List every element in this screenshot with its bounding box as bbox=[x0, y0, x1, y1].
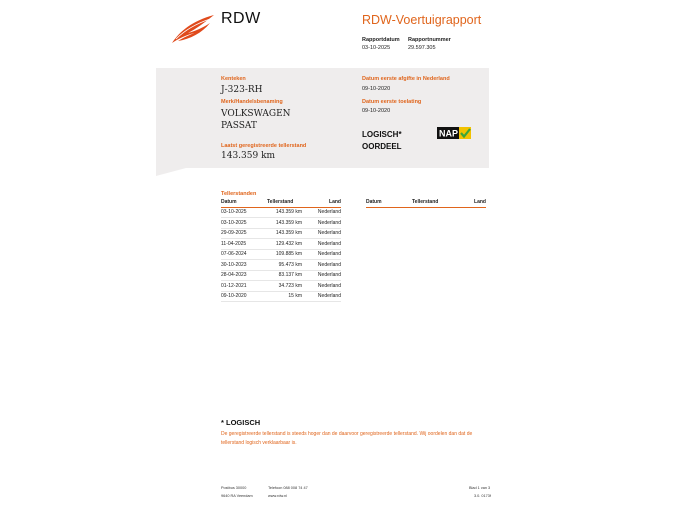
row-land: Nederland bbox=[302, 218, 341, 229]
col-date: Datum bbox=[366, 199, 412, 207]
first-admission-label: Datum eerste toelating bbox=[362, 99, 422, 105]
row-date: 07-06-2024 bbox=[221, 249, 267, 260]
footer-address-line1: Postbus 30000 bbox=[221, 486, 247, 490]
odometer-label: Laatst geregistreerde tellerstand bbox=[221, 143, 307, 149]
row-date: 03-10-2025 bbox=[221, 207, 267, 218]
table-row bbox=[221, 207, 341, 218]
row-date: 03-10-2025 bbox=[221, 218, 267, 229]
plate-value: J-323-RH bbox=[221, 85, 263, 95]
row-km: 129.432 km bbox=[267, 239, 302, 250]
odometer-table-left bbox=[221, 199, 341, 302]
col-land: Land bbox=[302, 199, 341, 207]
table-row bbox=[221, 228, 341, 239]
row-date: 28-04-2023 bbox=[221, 270, 267, 281]
table-row bbox=[221, 249, 341, 260]
vehicle-summary-panel bbox=[156, 68, 489, 168]
footer-version: 3.0. 0173f bbox=[474, 494, 491, 498]
report-number-label: Rapportnummer bbox=[408, 37, 451, 43]
odometer-table-right bbox=[366, 199, 486, 208]
odometer-table-title: Tellerstanden bbox=[221, 191, 257, 197]
row-km: 15 km bbox=[267, 291, 302, 302]
table-row bbox=[221, 260, 341, 271]
brand-name: RDW bbox=[221, 10, 261, 27]
col-km: Tellerstand bbox=[412, 199, 447, 207]
nap-check-icon bbox=[437, 127, 471, 139]
table-row bbox=[221, 281, 341, 292]
table-row bbox=[221, 239, 341, 250]
make-value: VOLKSWAGEN bbox=[221, 109, 291, 119]
row-land: Nederland bbox=[302, 207, 341, 218]
table-row bbox=[221, 270, 341, 281]
model-value: PASSAT bbox=[221, 121, 257, 131]
table-row bbox=[221, 218, 341, 229]
footer-address-line2: 9640 RA Veendam bbox=[221, 494, 253, 498]
make-label: Merk/Handelsbenaming bbox=[221, 99, 283, 105]
verdict bbox=[362, 129, 402, 153]
rdw-logo-icon bbox=[170, 13, 216, 45]
row-land: Nederland bbox=[302, 239, 341, 250]
nap-badge-text: NAP bbox=[439, 128, 459, 139]
row-km: 95.473 km bbox=[267, 260, 302, 271]
first-issue-value: 09-10-2020 bbox=[362, 86, 391, 92]
report-date-label: Rapportdatum bbox=[362, 37, 400, 43]
verdict-line2: OORDEEL bbox=[362, 142, 402, 151]
row-date: 29-09-2025 bbox=[221, 228, 267, 239]
footer-page-number: Blad 1 van 3 bbox=[469, 486, 491, 490]
col-land: Land bbox=[447, 199, 486, 207]
footer-phone: Telefoon 088 008 74 47 bbox=[268, 486, 308, 490]
row-land: Nederland bbox=[302, 260, 341, 271]
col-date: Datum bbox=[221, 199, 267, 207]
plate-label: Kenteken bbox=[221, 76, 246, 82]
verdict-line1: LOGISCH* bbox=[362, 130, 402, 139]
footnote-title: * LOGISCH bbox=[221, 418, 261, 427]
row-date: 09-10-2020 bbox=[221, 291, 267, 302]
row-land: Nederland bbox=[302, 281, 341, 292]
report-title: RDW-Voertuigrapport bbox=[362, 13, 482, 27]
row-land: Nederland bbox=[302, 249, 341, 260]
table-row bbox=[221, 291, 341, 302]
row-km: 109.885 km bbox=[267, 249, 302, 260]
row-land: Nederland bbox=[302, 228, 341, 239]
table-header-row bbox=[366, 199, 486, 207]
row-land: Nederland bbox=[302, 291, 341, 302]
row-land: Nederland bbox=[302, 270, 341, 281]
table-header-row bbox=[221, 199, 341, 207]
row-date: 30-10-2023 bbox=[221, 260, 267, 271]
row-km: 143.359 km bbox=[267, 207, 302, 218]
row-km: 143.359 km bbox=[267, 228, 302, 239]
report-number: 29.597.305 bbox=[408, 45, 436, 51]
col-km: Tellerstand bbox=[267, 199, 302, 207]
panel-notch bbox=[156, 168, 186, 176]
row-km: 34.723 km bbox=[267, 281, 302, 292]
first-issue-label: Datum eerste afgifte in Nederland bbox=[362, 76, 450, 82]
first-admission-value: 09-10-2020 bbox=[362, 108, 391, 114]
row-km: 83.137 km bbox=[267, 270, 302, 281]
row-date: 01-12-2021 bbox=[221, 281, 267, 292]
report-date: 03-10-2025 bbox=[362, 45, 391, 51]
footnote-text: De geregistreerde tellerstand is steeds hoger dan de daarvoor geregistreerde tellerstand. Wij oordelen dan dat de tellerstand logisch verklaarbaar is. bbox=[221, 431, 473, 446]
odometer-value: 143.359 km bbox=[221, 151, 276, 161]
row-date: 11-04-2025 bbox=[221, 239, 267, 250]
footer-website[interactable]: www.rdw.nl bbox=[268, 494, 287, 498]
row-km: 143.359 km bbox=[267, 218, 302, 229]
